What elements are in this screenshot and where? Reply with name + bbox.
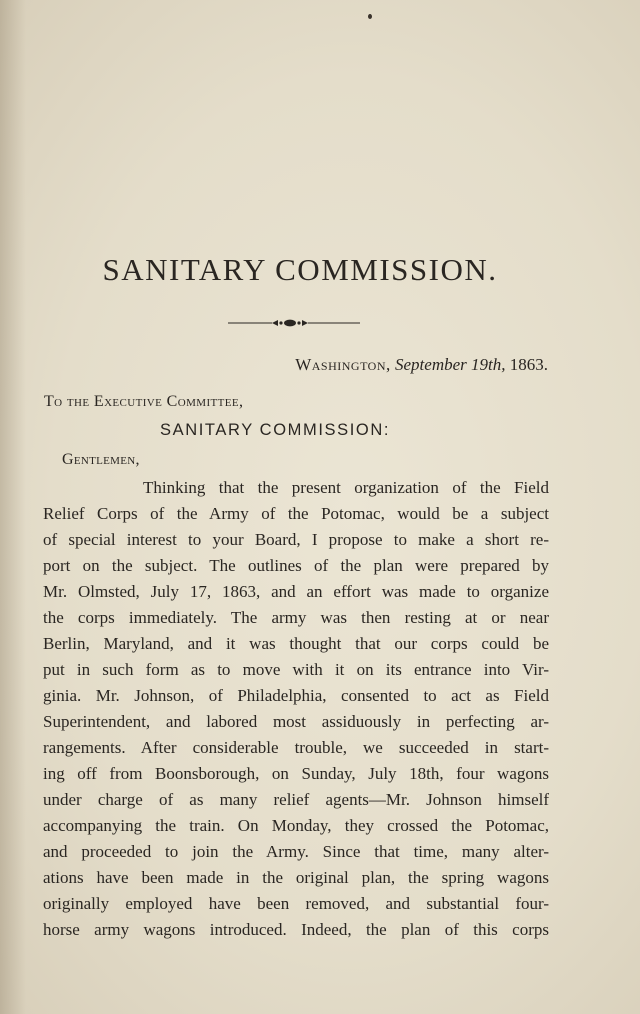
ornament-divider-icon [228, 316, 360, 330]
address-line: To the Executive Committee, [44, 393, 244, 410]
text-line: of special interest to your Board, I propose to make a short re- [43, 530, 549, 549]
page-title: SANITARY COMMISSION. [102, 252, 498, 287]
text-line: the corps immediately. The army was then resting at or near [43, 608, 549, 627]
text-line: accompanying the train. On Monday, they crossed the Potomac, [43, 816, 549, 835]
gutter-shadow [0, 0, 26, 1014]
dateline-place: Washington, [295, 355, 391, 374]
salutation: Gentlemen, [62, 451, 140, 468]
ink-speck [368, 14, 372, 19]
text-line: Relief Corps of the Army of the Potomac, would be a subject [43, 504, 549, 523]
text-line: under charge of as many relief agents—Mr. Johnson himself [43, 790, 549, 809]
subheading: SANITARY COMMISSION: [160, 421, 391, 439]
text-line: port on the subject. The outlines of the plan were prepared by [43, 556, 549, 575]
body-text [43, 477, 549, 945]
dateline [295, 355, 548, 375]
text-line: Berlin, Maryland, and it was thought that our corps could be [43, 634, 549, 653]
dateline-date: September 19th, [395, 355, 506, 374]
text-line: Superintendent, and labored most assiduously in perfecting ar- [43, 712, 549, 731]
text-line: rangements. After considerable trouble, we succeeded in start- [43, 738, 549, 757]
text-line: Thinking that the present organization of the Field [143, 478, 549, 497]
text-line: and proceeded to join the Army. Since that time, many alter- [43, 842, 549, 861]
text-line: horse army wagons introduced. Indeed, the plan of this corps [43, 920, 549, 939]
text-line: put in such form as to move with it on its entrance into Vir- [43, 660, 549, 679]
text-line: ations have been made in the original plan, the spring wagons [43, 868, 549, 887]
text-line: ginia. Mr. Johnson, of Philadelphia, consented to act as Field [43, 686, 549, 705]
text-line: ing off from Boonsborough, on Sunday, July 18th, four wagons [43, 764, 549, 783]
text-line: Mr. Olmsted, July 17, 1863, and an effort was made to organize [43, 582, 549, 601]
text-line: originally employed have been removed, and substantial four- [43, 894, 549, 913]
dateline-year: 1863. [509, 355, 548, 374]
